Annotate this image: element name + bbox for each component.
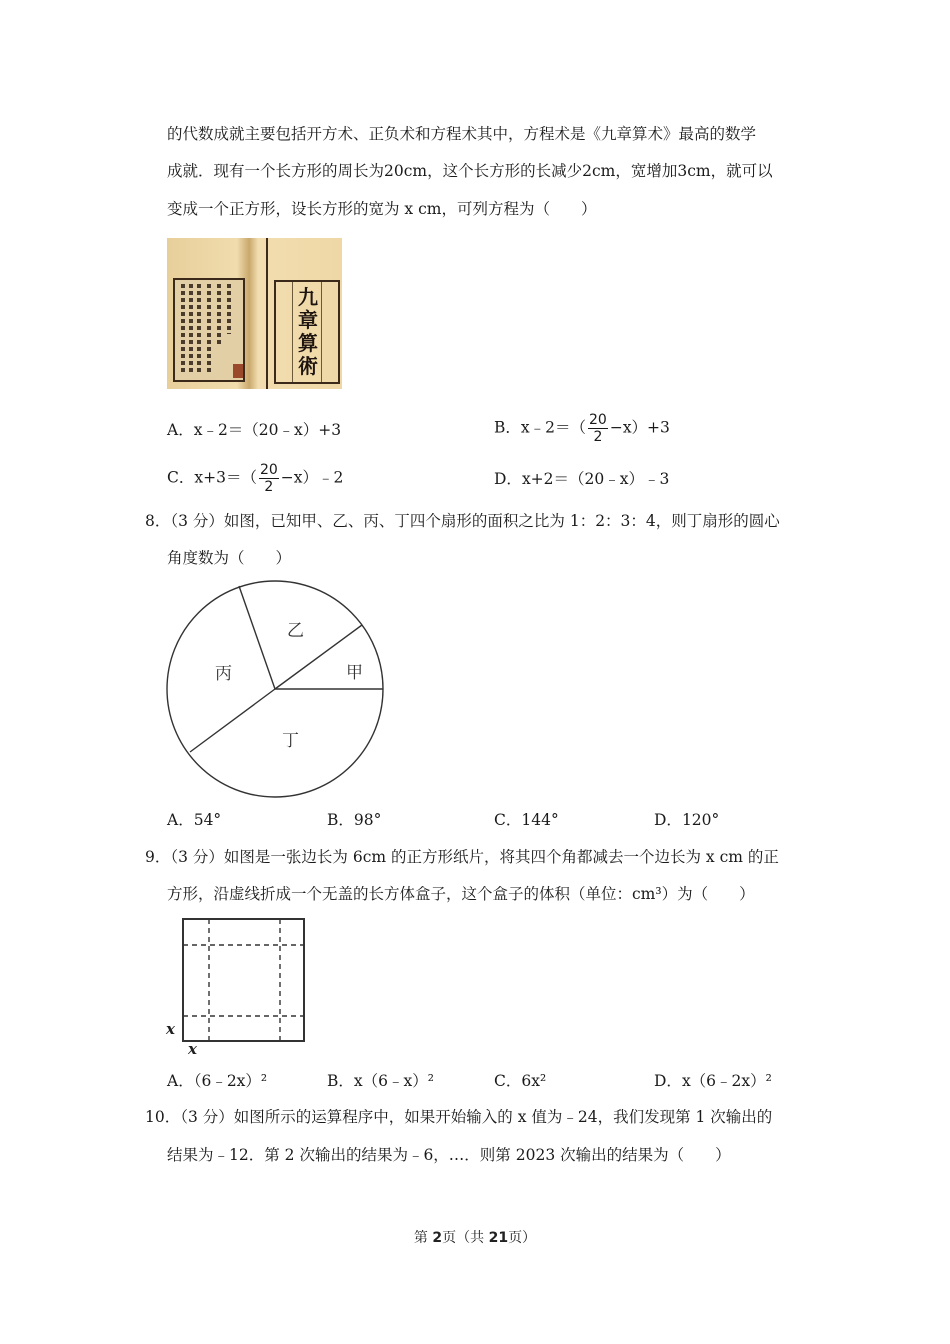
q7-text-line-1: 的代数成就主要包括开方术、正负术和方程术其中，方程术是《九章算术》最高的数学 <box>167 125 757 143</box>
q9-option-b: B．x（6﹣x）² <box>327 1072 434 1090</box>
q8-option-b: B．98° <box>327 811 382 829</box>
label-x-left: x <box>166 1020 175 1038</box>
q8-text-line-1: 8．（3 分）如图，已知甲、乙、丙、丁四个扇形的面积之比为 1：2：3：4，则丁扇形的圆心 <box>145 512 780 530</box>
q8-option-a: A．54° <box>167 811 222 829</box>
q9-option-c: C．6x² <box>494 1072 547 1090</box>
fraction: $\frac{20}{2}$ <box>589 412 607 445</box>
q7-option-a: A．x﹣2＝（20﹣x）+3 <box>167 421 342 439</box>
current-page: 2 <box>432 1230 443 1246</box>
q10-text-line-1: 10．（3 分）如图所示的运算程序中，如果开始输入的 x 值为﹣24，我们发现第 1 次输出的 <box>145 1108 773 1126</box>
book-title: 九 章 算 術 <box>298 285 318 378</box>
q7-option-c: C．x+3＝（ $\frac{20}{2}$ −x）﹣2 <box>167 462 344 495</box>
q8-text-line-2: 角度数为（ ） <box>167 549 292 567</box>
q9-text-line-2: 方形，沿虚线折成一个无盖的长方体盒子，这个盒子的体积（单位：cm³）为（ ） <box>167 885 755 903</box>
q8-option-c: C．144° <box>494 811 559 829</box>
sector-label-bing: 丙 <box>215 664 232 684</box>
sector-pie-figure <box>160 575 395 810</box>
book-seal <box>233 364 243 378</box>
q7-text-line-2: 成就．现有一个长方形的周长为20cm，这个长方形的长减少2cm，宽增加3cm，就可以 <box>167 162 773 180</box>
q7-text-line-3: 变成一个正方形，设长方形的宽为 x cm，可列方程为（ ） <box>167 200 597 218</box>
box-net-figure <box>160 910 320 1060</box>
q10-text-line-2: 结果为﹣12．第 2 次输出的结果为﹣6，…．则第 2023 次输出的结果为（ ） <box>167 1146 731 1164</box>
q9-text-line-1: 9．（3 分）如图是一张边长为 6cm 的正方形纸片，将其四个角都减去一个边长为 x cm 的正 <box>145 848 779 866</box>
q8-option-d: D．120° <box>654 811 720 829</box>
q7-option-d: D．x+2＝（20﹣x）﹣3 <box>494 470 670 488</box>
jiuzhang-suanshu-book-image <box>167 238 342 389</box>
fraction: $\frac{20}{2}$ <box>259 462 278 495</box>
book-spine <box>266 238 268 389</box>
total-pages: 21 <box>488 1230 509 1246</box>
q9-option-a: A．（6﹣2x）² <box>167 1072 268 1090</box>
label-x-bottom: x <box>188 1040 197 1058</box>
sector-label-jia: 甲 <box>346 663 363 683</box>
sector-label-ding: 丁 <box>282 731 299 751</box>
q9-option-d: D．x（6﹣2x）² <box>654 1072 772 1090</box>
q7-option-b: B．x﹣2＝（ $\frac{20}{2}$ −x）+3 <box>494 412 670 445</box>
book-title-frame <box>274 280 340 384</box>
sector-label-yi: 乙 <box>287 621 304 641</box>
page-footer: 第 2页（共 21页） <box>413 1230 537 1246</box>
book-left-page <box>173 278 245 382</box>
